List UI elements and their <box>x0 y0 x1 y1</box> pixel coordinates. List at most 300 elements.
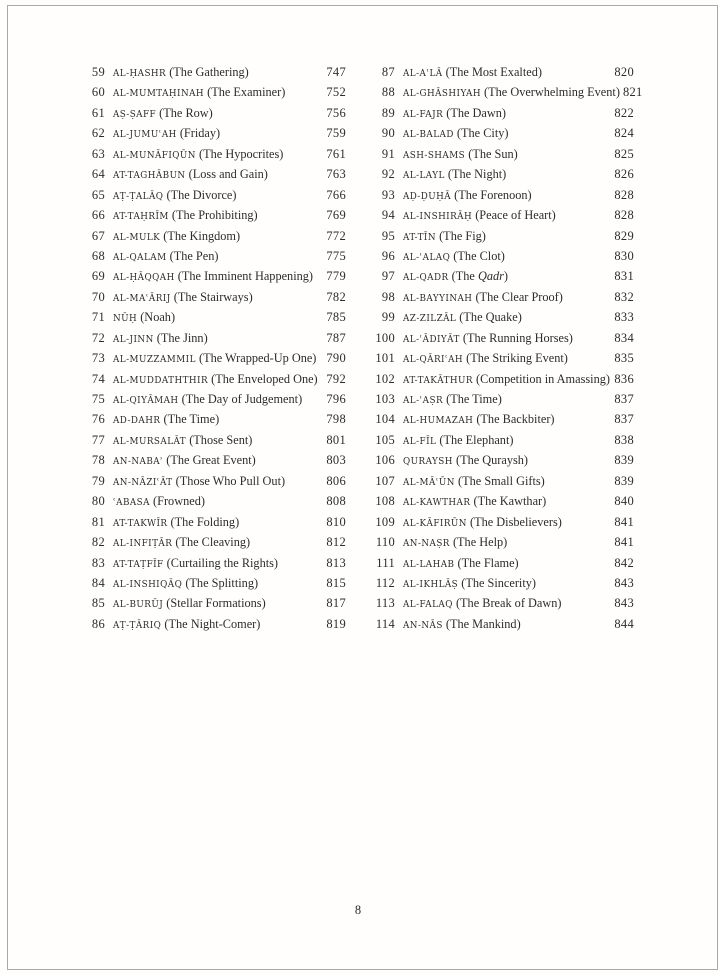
surah-name: AD-DAHR <box>113 416 161 427</box>
toc-row <box>368 390 634 410</box>
surah-page-number: 790 <box>326 351 346 366</box>
surah-page-number: 841 <box>614 514 634 529</box>
surah-number: 72 <box>91 330 105 345</box>
footer-page-number: 8 <box>354 903 362 917</box>
surah-page-number: 808 <box>326 494 346 509</box>
toc-row <box>368 186 634 206</box>
surah-title-translation: (The Backbiter) <box>473 412 555 427</box>
surah-name: AT-TAṬFĪF <box>113 559 164 570</box>
surah-number: 114 <box>375 616 395 631</box>
surah-page-number: 792 <box>326 371 346 386</box>
surah-entry-text <box>403 554 519 572</box>
surah-title-translation: (The Elephant) <box>436 432 514 447</box>
surah-entry-text <box>403 431 513 449</box>
surah-number: 70 <box>91 289 105 304</box>
surah-number: 82 <box>91 535 105 550</box>
surah-name: AL-FALAQ <box>403 600 453 611</box>
surah-number: 62 <box>91 126 105 141</box>
surah-name: AL-BALAD <box>403 130 454 141</box>
surah-number: 89 <box>381 105 395 120</box>
toc-row <box>84 574 346 594</box>
toc-row <box>368 554 634 574</box>
surah-number: 65 <box>91 187 105 202</box>
surah-number: 99 <box>381 310 395 325</box>
surah-entry-text <box>113 594 266 612</box>
surah-entry-text <box>403 267 508 285</box>
toc-row <box>368 206 634 226</box>
surah-title-translation: (The Examiner) <box>204 85 286 100</box>
surah-name: AL-MULK <box>113 232 161 243</box>
surah-entry-text <box>113 63 249 81</box>
surah-entry-text <box>113 451 256 469</box>
surah-entry-text <box>113 267 313 285</box>
surah-entry-text <box>403 186 532 204</box>
surah-name: AL-QALAM <box>113 252 167 263</box>
surah-number: 100 <box>375 330 395 345</box>
toc-column-right <box>368 63 643 635</box>
surah-title-translation: (The Row) <box>156 105 213 120</box>
toc-row <box>368 227 634 247</box>
surah-number: 91 <box>381 146 395 161</box>
surah-name: AL-MAʿĀRIJ <box>113 293 171 304</box>
surah-name: AṬ-ṬALĀQ <box>113 191 164 202</box>
toc-row <box>368 533 634 553</box>
surah-page-number: 803 <box>326 453 346 468</box>
surah-entry-text <box>403 410 555 428</box>
surah-page-number: 813 <box>326 555 346 570</box>
surah-page-number: 822 <box>614 105 634 120</box>
surah-name: AT-TAḤRĪM <box>113 212 169 223</box>
surah-title-translation: (The Mankind) <box>442 616 521 631</box>
surah-number: 86 <box>91 616 105 631</box>
surah-title-translation: (The Time) <box>443 392 502 406</box>
surah-number: 112 <box>375 575 395 590</box>
surah-title-translation: (The Enveloped One) <box>208 371 318 386</box>
surah-name: AL-MUDDATHTHIR <box>113 375 209 386</box>
surah-title-translation: (The City) <box>453 126 509 141</box>
toc-row <box>368 104 634 124</box>
surah-title-translation: (The Divorce) <box>163 187 237 202</box>
toc-row <box>368 145 634 165</box>
surah-number: 92 <box>381 167 395 182</box>
toc-row <box>84 165 346 185</box>
surah-title-translation: (The Running Horses) <box>459 330 573 345</box>
toc-row <box>84 554 346 574</box>
surah-page-number: 775 <box>326 248 346 263</box>
toc-row <box>368 431 634 451</box>
surah-title-translation: (The Striking Event) <box>463 351 568 366</box>
surah-title-translation: (Competition in Amassing) <box>472 371 610 386</box>
surah-number: 87 <box>381 65 395 79</box>
surah-page-number: 772 <box>326 228 346 243</box>
surah-number: 107 <box>375 473 395 488</box>
surah-entry-text <box>113 124 220 142</box>
surah-name: AT-TĪN <box>403 232 437 243</box>
surah-entry-text <box>403 308 522 326</box>
surah-title-translation: (The Overwhelming Event) <box>480 85 620 100</box>
surah-page-number: 828 <box>614 208 634 223</box>
surah-name: AL-ʿĀDIYĀT <box>403 334 460 345</box>
surah-entry-text <box>113 186 236 204</box>
toc-row <box>84 472 346 492</box>
surah-page-number: 839 <box>614 473 634 488</box>
surah-page-number: 835 <box>614 351 634 366</box>
surah-name: AL-INFIṬĀR <box>113 539 173 550</box>
surah-page-number: 829 <box>614 228 634 243</box>
surah-entry-text <box>403 615 521 633</box>
surah-entry-text <box>113 308 175 326</box>
toc-row <box>84 247 346 267</box>
surah-page-number: 838 <box>614 432 634 447</box>
surah-entry-text <box>403 145 518 163</box>
surah-entry-text <box>113 83 285 101</box>
surah-title-translation: (The Hypocrites) <box>195 146 284 161</box>
surah-title-translation: (The Wrapped-Up One) <box>195 351 317 366</box>
surah-number: 108 <box>375 494 395 509</box>
toc-row <box>84 186 346 206</box>
surah-number: 77 <box>91 432 105 447</box>
surah-name: AL-MĀʿŪN <box>403 477 455 488</box>
surah-entry-text <box>403 574 536 592</box>
surah-page-number: 756 <box>326 105 346 120</box>
surah-name: AL-MURSALĀT <box>113 436 187 447</box>
surah-name: QURAYSH <box>403 457 453 468</box>
surah-title-translation: (The Most Exalted) <box>442 65 542 79</box>
surah-title-translation: (The Kawthar) <box>470 494 547 509</box>
surah-name: ʿABASA <box>113 498 150 509</box>
surah-page-number: 787 <box>326 330 346 345</box>
surah-entry-text <box>113 431 252 449</box>
surah-name: AL-QADR <box>403 273 449 284</box>
surah-title-translation: (Loss and Gain) <box>185 167 268 182</box>
toc-row <box>84 206 346 226</box>
surah-entry-text <box>113 513 239 531</box>
surah-title-translation: (The Prohibiting) <box>168 208 258 223</box>
toc-row <box>368 247 634 267</box>
surah-entry-text <box>113 206 258 224</box>
surah-title-translation: (The Qadr) <box>448 269 509 284</box>
toc-row <box>84 594 346 614</box>
surah-page-number: 769 <box>326 208 346 223</box>
surah-number: 69 <box>91 269 105 284</box>
surah-entry-text <box>113 104 213 122</box>
surah-name: AL-KĀFIRŪN <box>403 518 467 529</box>
surah-number: 93 <box>381 187 395 202</box>
surah-number: 102 <box>375 371 395 386</box>
toc-row <box>84 390 346 410</box>
surah-number: 101 <box>375 351 395 366</box>
surah-entry-text <box>113 227 240 245</box>
surah-number: 97 <box>381 269 395 284</box>
surah-page-number: 763 <box>326 167 346 182</box>
surah-number: 96 <box>381 248 395 263</box>
surah-entry-text <box>113 554 278 572</box>
surah-page-number: 779 <box>326 269 346 284</box>
surah-number: 105 <box>375 432 395 447</box>
surah-title-translation: (Frowned) <box>149 494 205 509</box>
surah-number: 59 <box>91 65 105 79</box>
surah-page-number: 825 <box>614 146 634 161</box>
surah-title-translation: (The Flame) <box>454 555 519 570</box>
toc-row <box>368 513 634 533</box>
surah-page-number: 801 <box>326 432 346 447</box>
surah-title-translation: (Peace of Heart) <box>472 208 556 223</box>
surah-entry-text <box>113 390 302 408</box>
toc-row <box>84 288 346 308</box>
surah-page-number: 837 <box>614 412 634 427</box>
surah-entry-text <box>403 124 508 142</box>
surah-page-number: 833 <box>614 310 634 325</box>
surah-title-translation: (The Sincerity) <box>458 575 537 590</box>
surah-page-number: 766 <box>326 187 346 202</box>
surah-name: AL-ʿAṢR <box>403 396 444 406</box>
surah-name: AL-AʿLĀ <box>403 69 443 79</box>
surah-name: AL-BAYYINAH <box>403 293 473 304</box>
surah-page-number: 798 <box>326 412 346 427</box>
surah-page-number: 842 <box>614 555 634 570</box>
surah-name: AT-TAKĀTHUR <box>403 375 473 386</box>
surah-entry-text <box>403 390 502 408</box>
surah-page-number: 830 <box>614 248 634 263</box>
surah-title-translation: (Noah) <box>137 310 176 325</box>
surah-entry-text <box>403 513 562 531</box>
surah-number: 95 <box>381 228 395 243</box>
surah-number: 106 <box>375 453 395 468</box>
surah-entry-text <box>403 533 507 551</box>
surah-number: 66 <box>91 208 105 223</box>
surah-number: 71 <box>91 310 105 325</box>
surah-name: AL-INSHIQĀQ <box>113 579 183 590</box>
surah-entry-text <box>113 288 253 306</box>
surah-entry-text <box>113 329 208 347</box>
surah-name: AL-FAJR <box>403 109 444 120</box>
surah-page-number: 810 <box>326 514 346 529</box>
surah-name: AT-TAKWĪR <box>113 518 168 529</box>
toc-row <box>84 329 346 349</box>
toc-row <box>368 83 643 103</box>
surah-entry-text <box>113 349 316 367</box>
surah-number: 111 <box>376 555 395 570</box>
toc-row <box>368 288 634 308</box>
surah-entry-text <box>113 247 218 265</box>
surah-entry-text <box>403 451 528 469</box>
surah-title-translation: (The Help) <box>449 535 508 550</box>
surah-entry-text <box>403 83 620 101</box>
surah-title-translation: (The Clot) <box>450 248 505 263</box>
surah-entry-text <box>403 165 506 183</box>
surah-name: AT-TAGHĀBUN <box>113 171 186 182</box>
surah-page-number: 843 <box>614 575 634 590</box>
toc-row <box>368 574 634 594</box>
surah-number: 88 <box>381 85 395 100</box>
toc-row <box>368 410 634 430</box>
surah-name: NŪḤ <box>113 314 138 325</box>
surah-number: 80 <box>91 494 105 509</box>
surah-title-translation: (The Jinn) <box>153 330 208 345</box>
toc-row <box>84 615 346 635</box>
surah-number: 60 <box>91 85 105 100</box>
surah-page-number: 796 <box>326 392 346 406</box>
toc-row <box>84 83 346 103</box>
surah-name: AL-ʿALAQ <box>403 252 451 263</box>
surah-entry-text <box>403 227 486 245</box>
toc-row <box>368 308 634 328</box>
surah-page-number: 841 <box>614 535 634 550</box>
toc-row <box>368 492 634 512</box>
surah-number: 113 <box>375 596 395 611</box>
surah-title-translation: (The Break of Dawn) <box>452 596 562 611</box>
surah-number: 68 <box>91 248 105 263</box>
toc-row <box>84 124 346 144</box>
toc-row <box>84 410 346 430</box>
surah-number: 73 <box>91 351 105 366</box>
surah-page-number: 844 <box>614 616 634 631</box>
surah-name: AL-KAWTHAR <box>403 498 471 509</box>
surah-title-translation: (The Clear Proof) <box>472 289 563 304</box>
toc-row <box>84 63 346 83</box>
surah-page-number: 819 <box>326 616 346 631</box>
surah-title-translation: (The Folding) <box>167 514 240 529</box>
surah-entry-text <box>113 533 250 551</box>
surah-title-translation: (The Splitting) <box>182 575 259 590</box>
surah-number: 84 <box>91 575 105 590</box>
toc-row <box>368 329 634 349</box>
toc-row <box>84 308 346 328</box>
surah-entry-text <box>403 594 561 612</box>
surah-page-number: 782 <box>326 289 346 304</box>
surah-title-translation: (The Cleaving) <box>172 535 251 550</box>
surah-name: AL-QIYĀMAH <box>113 396 179 406</box>
surah-name: AL-MUMTAḤINAH <box>113 89 205 100</box>
surah-entry-text <box>403 349 568 367</box>
surah-entry-text <box>403 104 506 122</box>
surah-page-number: 837 <box>614 392 634 406</box>
surah-entry-text <box>113 615 260 633</box>
surah-page-number: 812 <box>326 535 346 550</box>
surah-number: 63 <box>91 146 105 161</box>
surah-name: AN-NAṢR <box>403 539 450 550</box>
surah-number: 109 <box>375 514 395 529</box>
surah-number: 75 <box>91 392 105 406</box>
toc-row <box>368 349 634 369</box>
surah-page-number: 834 <box>614 330 634 345</box>
surah-page-number: 785 <box>326 310 346 325</box>
toc-row <box>84 349 346 369</box>
surah-entry-text <box>113 492 205 510</box>
surah-title-translation: (The Disbelievers) <box>466 514 562 529</box>
surah-name: AN-NĀS <box>403 620 443 631</box>
toc-row <box>84 227 346 247</box>
surah-name: AL-FĪL <box>403 436 437 447</box>
surah-title-translation: (The Forenoon) <box>451 187 532 202</box>
surah-name: ASH-SHAMS <box>403 150 466 161</box>
surah-title-translation: (Curtailing the Rights) <box>163 555 279 570</box>
surah-title-translation: (The Dawn) <box>443 105 506 120</box>
surah-page-number: 817 <box>326 596 346 611</box>
toc-row <box>368 165 634 185</box>
surah-name: AL-HUMAZAH <box>403 416 474 427</box>
surah-entry-text <box>113 370 318 388</box>
surah-name: AL-LAYL <box>403 171 445 182</box>
surah-title-translation: (The Kingdom) <box>160 228 241 243</box>
surah-entry-text <box>403 472 545 490</box>
toc-row <box>84 267 346 287</box>
surah-name: AL-ḤASHR <box>113 69 167 79</box>
toc-row <box>84 145 346 165</box>
surah-name: AL-MUNĀFIQŪN <box>113 150 196 161</box>
toc-row <box>84 492 346 512</box>
surah-number: 78 <box>91 453 105 468</box>
surah-title-translation: (Those Who Pull Out) <box>172 473 286 488</box>
surah-title-translation: (The Day of Judgement) <box>178 392 303 406</box>
toc-row <box>368 124 634 144</box>
surah-entry-text <box>403 329 573 347</box>
toc-row <box>84 451 346 471</box>
surah-title-translation: (The Night-Comer) <box>161 616 261 631</box>
surah-name: AZ-ZILZĀL <box>403 314 457 325</box>
surah-title-translation: (Friday) <box>176 126 221 141</box>
surah-name: AL-INSHIRĀḤ <box>403 212 473 223</box>
surah-name: AL-LAHAB <box>403 559 455 570</box>
surah-page-number: 831 <box>614 269 634 284</box>
surah-entry-text <box>403 247 505 265</box>
surah-name: AN-NABAʾ <box>113 457 164 468</box>
surah-entry-text <box>403 288 563 306</box>
surah-number: 110 <box>375 535 395 550</box>
surah-title-translation: (Stellar Formations) <box>163 596 266 611</box>
surah-page-number: 759 <box>326 126 346 141</box>
toc-column-left <box>84 63 346 635</box>
surah-name: AḌ-ḌUḤĀ <box>403 191 452 202</box>
surah-page-number: 828 <box>614 187 634 202</box>
toc-row <box>84 533 346 553</box>
surah-number: 64 <box>91 167 105 182</box>
surah-name: AL-JINN <box>113 334 154 345</box>
surah-name: AL-JUMUʿAH <box>113 130 177 141</box>
surah-name: AL-GHĀSHIYAH <box>403 89 481 100</box>
surah-entry-text <box>403 492 546 510</box>
surah-title-translation: (Those Sent) <box>186 432 253 447</box>
surah-title-translation: (The Quake) <box>456 310 522 325</box>
surah-number: 79 <box>91 473 105 488</box>
surah-page-number: 840 <box>614 494 634 509</box>
toc-row <box>84 431 346 451</box>
surah-name: AL-ḤĀQQAH <box>113 273 175 284</box>
surah-title-translation: (The Sun) <box>465 146 518 161</box>
surah-name: AL-IKHLĀṢ <box>403 579 459 590</box>
surah-title-translation: (The Gathering) <box>166 65 249 79</box>
surah-entry-text <box>403 206 556 224</box>
surah-name: AL-BURŪJ <box>113 600 164 611</box>
surah-name: AL-MUZZAMMIL <box>113 355 196 366</box>
surah-page-number: 836 <box>614 371 634 386</box>
surah-title-translation: (The Stairways) <box>170 289 253 304</box>
surah-number: 61 <box>91 105 105 120</box>
surah-page-number: 820 <box>614 65 634 79</box>
surah-page-number: 747 <box>326 65 346 79</box>
surah-page-number: 761 <box>326 146 346 161</box>
surah-page-number: 821 <box>622 85 643 100</box>
toc-row <box>84 104 346 124</box>
surah-number: 104 <box>375 412 395 427</box>
surah-title-translation: (The Pen) <box>166 248 219 263</box>
surah-number: 76 <box>91 412 105 427</box>
toc-row <box>368 594 634 614</box>
surah-entry-text <box>113 574 258 592</box>
toc-row <box>368 615 634 635</box>
surah-number: 98 <box>381 289 395 304</box>
surah-entry-text <box>113 410 219 428</box>
